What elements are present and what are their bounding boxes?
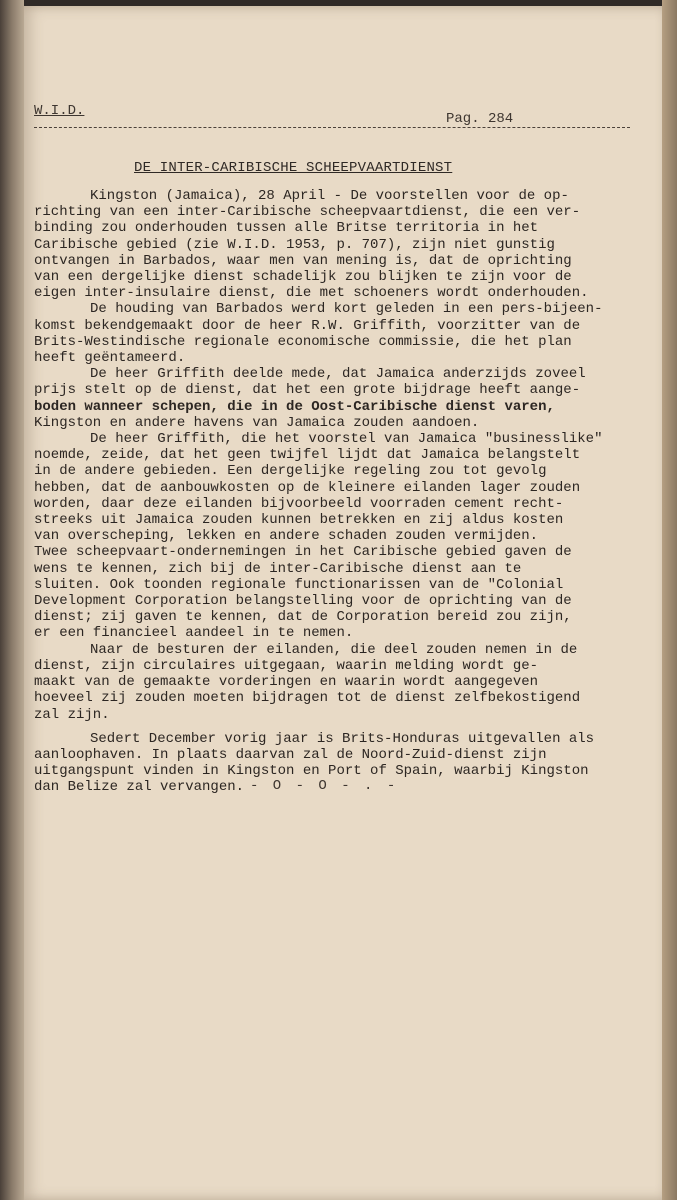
text-line: ontvangen in Barbados, waar men van mening is, dat de oprichting: [34, 252, 572, 269]
text-line: streeks uit Jamaica zouden kunnen betrekken en zij aldus kosten: [34, 512, 564, 529]
text-line: dienst; zij gaven te kennen, dat de Corporation bereid zou zijn,: [34, 609, 572, 626]
text-line: De houding van Barbados werd kort geleden in een pers-bijeen-: [90, 301, 603, 318]
text-line: De heer Griffith, die het voorstel van Jamaica "businesslike": [90, 431, 603, 448]
text-line: aanloophaven. In plaats daarvan zal de Noord-Zuid-dienst zijn: [34, 746, 547, 763]
text-line: De heer Griffith deelde mede, dat Jamaica anderzijds zoveel: [90, 366, 586, 383]
text-line: van overscheping, lekken en andere schaden zouden vermijden.: [34, 528, 539, 545]
header-rule: [34, 127, 630, 128]
text-line: maakt van de gemaakte vorderingen en waarin wordt aangegeven: [34, 674, 539, 691]
text-line: in de andere gebieden. Een dergelijke regeling zou tot gevolg: [34, 463, 547, 480]
text-line: richting van een inter-Caribische scheepvaartdienst, die een ver-: [34, 204, 581, 221]
page-header: [34, 103, 630, 135]
text-line: van een dergelijke dienst schadelijk zou blijken te zijn voor de: [34, 269, 572, 286]
publication-mark: W.I.D.: [34, 103, 85, 119]
text-line: sluiten. Ook toonden regionale functionarissen van de "Colonial: [34, 576, 564, 593]
text-line: noemde, zeide, dat het geen twijfel lijdt dat Jamaica belangstelt: [34, 447, 581, 464]
text-line: boden wanneer schepen, die in de Oost-Caribische dienst varen,: [34, 398, 555, 415]
text-line: prijs stelt op de dienst, dat het een grote bijdrage heeft aange-: [34, 382, 581, 399]
text-line: binding zou onderhouden tussen alle Britse territoria in het: [34, 220, 539, 237]
text-line: Development Corporation belangstelling voor de oprichting van de: [34, 593, 572, 610]
text-line: Caribische gebied (zie W.I.D. 1953, p. 707), zijn niet gunstig: [34, 236, 555, 253]
page-number: Pag. 284: [446, 111, 514, 127]
text-line: Brits-Westindische regionale economische commissie, die het plan: [34, 333, 572, 350]
text-line: komst bekendgemaakt door de heer R.W. Griffith, voorzitter van de: [34, 317, 581, 334]
page-right-edge: [662, 0, 677, 1200]
text-line: uitgangspunt vinden in Kingston en Port of Spain, waarbij Kingston: [34, 763, 589, 780]
article-title: DE INTER-CARIBISCHE SCHEEPVAARTDIENST: [134, 160, 453, 176]
text-line: zal zijn.: [34, 706, 110, 723]
text-line: Kingston en andere havens van Jamaica zouden aandoen.: [34, 414, 480, 431]
book-binding-edge: [0, 0, 24, 1200]
paragraph: [34, 366, 634, 431]
text-line: Twee scheepvaart-ondernemingen in het Caribische gebied gaven de: [34, 544, 572, 561]
article-body: [34, 188, 634, 796]
text-line: er een financieel aandeel in te nemen.: [34, 625, 354, 642]
text-line: dienst, zijn circulaires uitgegaan, waarin melding wordt ge-: [34, 657, 539, 674]
paragraph: [34, 188, 634, 301]
text-line: hoeveel zij zouden moeten bijdragen tot de dienst zelfbekostigend: [34, 690, 581, 707]
text-line: Naar de besturen der eilanden, die deel zouden nemen in de: [90, 641, 578, 658]
end-mark: - O - O - . -: [250, 778, 399, 794]
text-line: eigen inter-insulaire dienst, die met schoeners wordt onderhouden.: [34, 285, 589, 302]
paragraph: [34, 642, 634, 723]
text-line: heeft geëntameerd.: [34, 350, 186, 367]
text-line: hebben, dat de aanbouwkosten op de kleinere eilanden lager zouden: [34, 479, 581, 496]
text-line: Sedert December vorig jaar is Brits-Honduras uitgevallen als: [90, 730, 595, 747]
text-line: worden, daar deze eilanden bijvoorbeeld voorraden cement recht-: [34, 495, 564, 512]
text-line: wens te kennen, zich bij de inter-Caribische dienst aan te: [34, 560, 522, 577]
paragraph: [34, 301, 634, 366]
text-line: dan Belize zal vervangen.: [34, 779, 245, 796]
text-line: Kingston (Jamaica), 28 April - De voorstellen voor de op-: [90, 188, 569, 204]
paragraph: [34, 431, 634, 642]
